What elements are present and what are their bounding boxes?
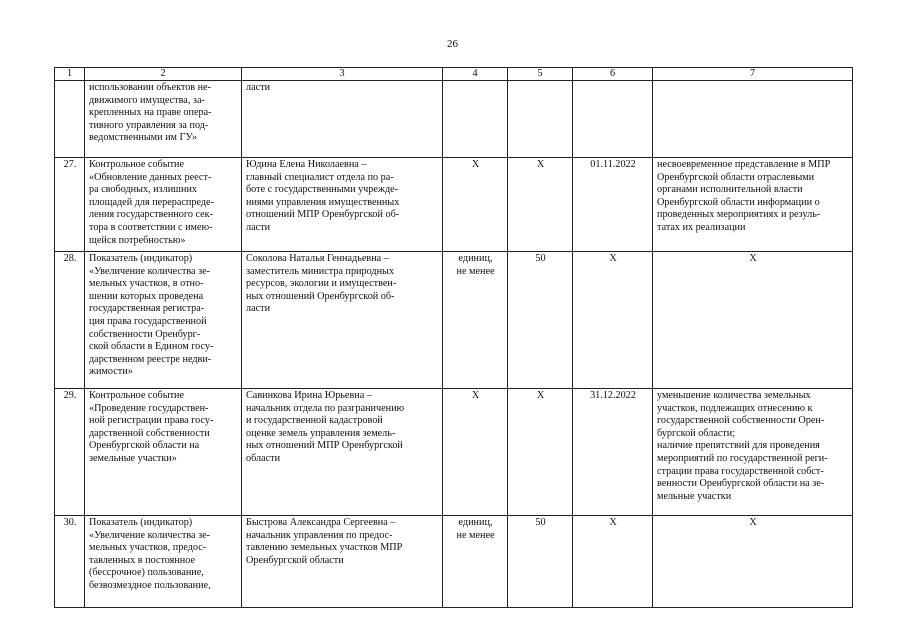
event-cell: Показатель (индикатор) «Увеличение количества зе- мельных участков, предос- тавленных в постоянное (бессрочное) пользование, безвозмездное пользование,: [85, 516, 242, 608]
value-cell: 50: [508, 516, 573, 608]
unit-cell: Х: [443, 158, 508, 252]
risk-cell: Х: [653, 252, 853, 389]
table-row: [55, 158, 853, 252]
table-row: [55, 516, 853, 608]
risk-cell: Х: [653, 516, 853, 608]
responsible-cell: Савинкова Ирина Юрьевна – начальник отдела по разграничению и государственной кадастровой оценке земель управления земель- ных отношений МПР Оренбургской области: [242, 389, 443, 516]
row-number: 29.: [55, 389, 85, 516]
risk-cell: [653, 81, 853, 158]
responsible-cell: Быстрова Александра Сергеевна – начальник управления по предос- тавлению земельных участков МПР Оренбургской области: [242, 516, 443, 608]
column-header: 1: [55, 68, 85, 81]
column-header: 5: [508, 68, 573, 81]
event-cell: Контрольное событие «Проведение государствен- ной регистрации права госу- дарственной собственности Оренбургской области на земельные участки»: [85, 389, 242, 516]
unit-cell: [443, 81, 508, 158]
row-number: 30.: [55, 516, 85, 608]
date-cell: [573, 81, 653, 158]
value-cell: Х: [508, 158, 573, 252]
risk-cell: уменьшение количества земельных участков, подлежащих отнесению к государственной собственности Орен- бургской области; наличие препятствий для проведения мероприятий по государственной реги- страции права государственной собст- венности Оренбургской области на зе- мельные участки: [653, 389, 853, 516]
responsible-cell: Соколова Наталья Геннадьевна – заместитель министра природных ресурсов, экологии и имуществен- ных отношений Оренбургской об- ласти: [242, 252, 443, 389]
table-row: [55, 81, 853, 158]
event-cell: Показатель (индикатор) «Увеличение количества зе- мельных участков, в отно- шении которых проведена государственная регистра- ция права государственной собственности Оренбург- ской области в Едином госу- дарственном реестре недви- жимости»: [85, 252, 242, 389]
row-number: [55, 81, 85, 158]
value-cell: [508, 81, 573, 158]
column-header: 4: [443, 68, 508, 81]
table-row: [55, 389, 853, 516]
plan-table: [54, 67, 853, 608]
row-number: 27.: [55, 158, 85, 252]
unit-cell: единиц, не менее: [443, 516, 508, 608]
date-cell: 01.11.2022: [573, 158, 653, 252]
row-number: 28.: [55, 252, 85, 389]
column-header: 7: [653, 68, 853, 81]
date-cell: 31.12.2022: [573, 389, 653, 516]
unit-cell: Х: [443, 389, 508, 516]
responsible-cell: Юдина Елена Николаевна – главный специалист отдела по ра- боте с государственными учрежде- ниями управления имущественных отношений МПР Оренбургской об- ласти: [242, 158, 443, 252]
value-cell: 50: [508, 252, 573, 389]
responsible-cell: ласти: [242, 81, 443, 158]
date-cell: Х: [573, 252, 653, 389]
event-cell: Контрольное событие «Обновление данных реест- ра свободных, излишних площадей для перераспреде- ления государственного сек- тора в соответствии с имею- щейся потребностью»: [85, 158, 242, 252]
column-header: 6: [573, 68, 653, 81]
column-header: 3: [242, 68, 443, 81]
date-cell: Х: [573, 516, 653, 608]
event-cell: использовании объектов не- движимого имущества, за- крепленных на праве опера- тивного управления за под- ведомственными им ГУ»: [85, 81, 242, 158]
page-number: 26: [447, 38, 458, 50]
value-cell: Х: [508, 389, 573, 516]
column-header: 2: [85, 68, 242, 81]
table-row: [55, 252, 853, 389]
risk-cell: несвоевременное представление в МПР Оренбургской области отраслевыми органами исполнительной власти Оренбургской области информации о проведенных мероприятиях и резуль- татах их реализации: [653, 158, 853, 252]
unit-cell: единиц, не менее: [443, 252, 508, 389]
column-header-row: [55, 68, 853, 81]
